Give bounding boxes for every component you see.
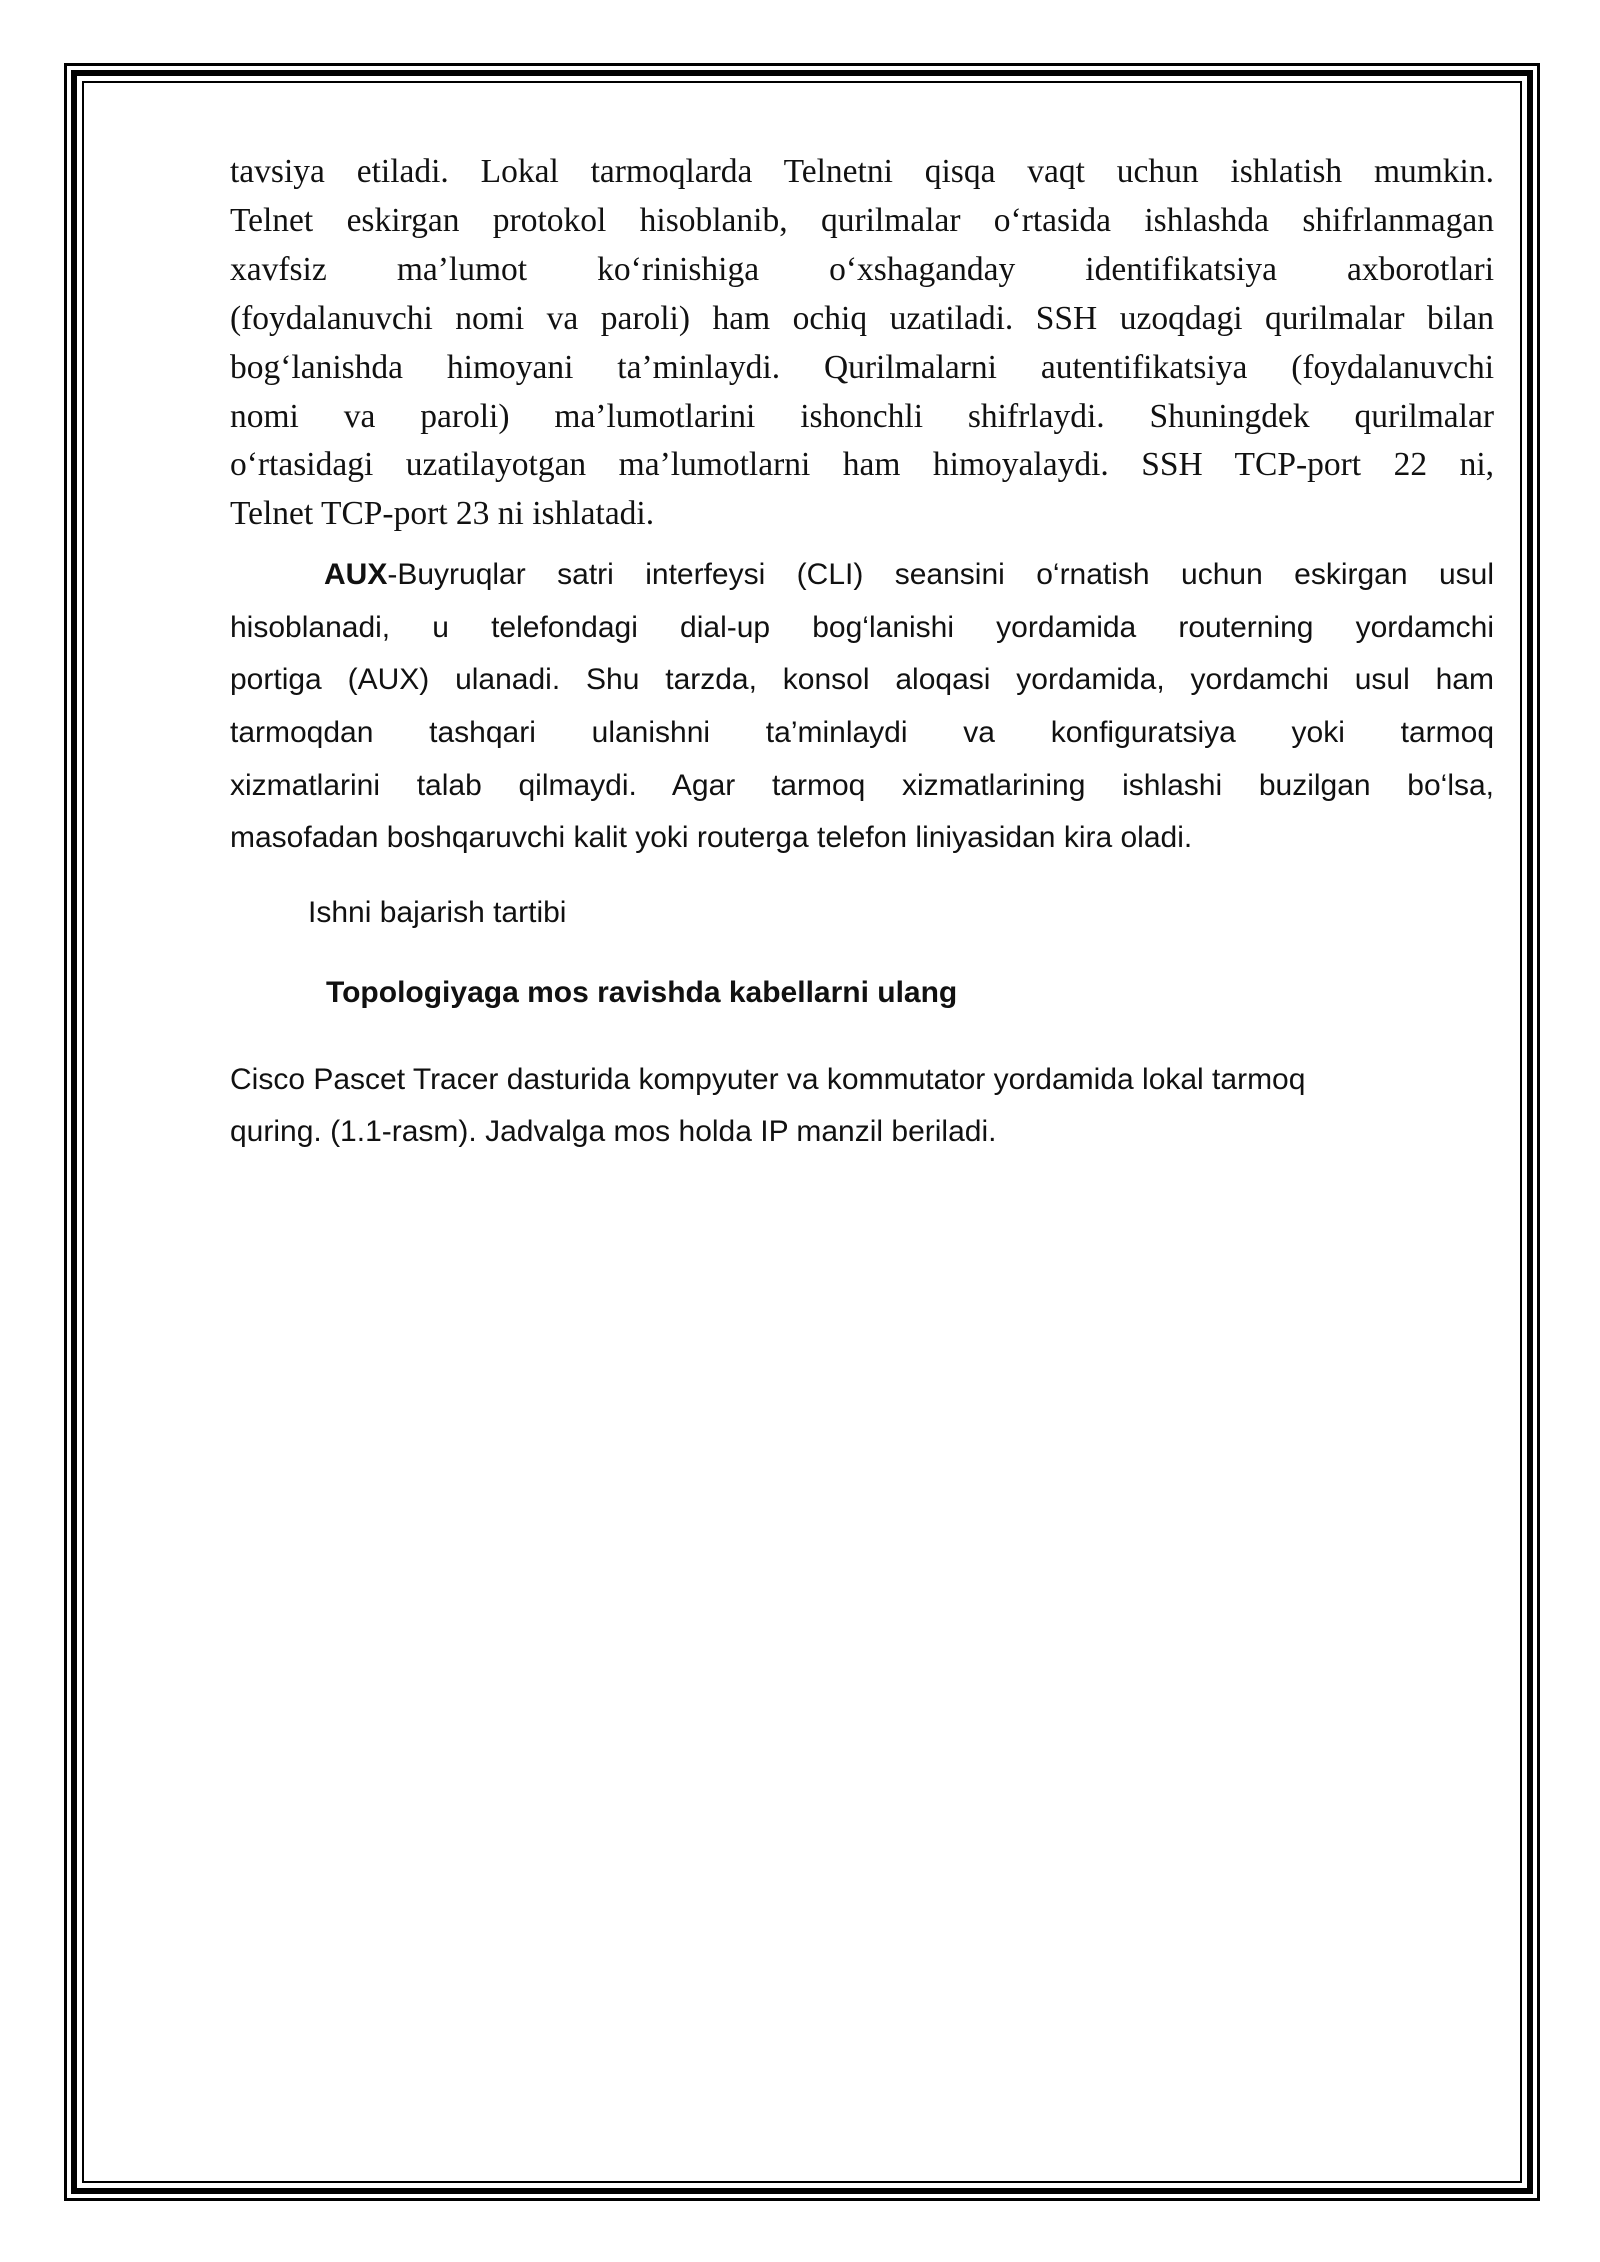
text-line: quring. (1.1-rasm). Jadvalga mos holda IP manzil beriladi. (230, 1115, 997, 1148)
text-line: xizmatlarini talab qilmaydi. Agar tarmoq xizmatlarining ishlashi buzilgan bo‘lsa, (230, 768, 1494, 802)
text-line: masofadan boshqaruvchi kalit yoki routerga telefon liniyasidan kira oladi. (230, 821, 1193, 855)
text-line: tavsiya etiladi. Lokal tarmoqlarda Telnetni qisqa vaqt uchun ishlatish mumkin. (230, 153, 1494, 190)
text-line: nomi va paroli) ma’lumotlarini ishonchli shifrlaydi. Shuningdek qurilmalar (230, 397, 1494, 435)
paragraph-packet-tracer (230, 1054, 1494, 1158)
document-body (230, 148, 1494, 1148)
aux-description: -Buyruqlar satri interfeysi (CLI) seansini o‘rnatish uchun eskirgan usul (387, 558, 1494, 592)
text-line: bog‘lanishda himoyani ta’minlaydi. Qurilmalarni autentifikatsiya (foydalanuvchi (230, 348, 1494, 386)
text-line: Telnet eskirgan protokol hisoblanib, qurilmalar o‘rtasida ishlashda shifrlanmagan (230, 201, 1494, 239)
text-line: hisoblanadi, u telefondagi dial-up bog‘lanishi yordamida routerning yordamchi (230, 610, 1494, 644)
text-line: portiga (AUX) ulanadi. Shu tarzda, konsol aloqasi yordamida, yordamchi usul ham (230, 663, 1494, 697)
paragraph-aux (230, 549, 1494, 865)
text-line: tarmoqdan tashqari ulanishni ta’minlaydi va konfiguratsiya yoki tarmoq (230, 716, 1494, 750)
topology-heading: Topologiyaga mos ravishda kabellarni ulang (326, 976, 958, 1009)
text-line: o‘rtasidagi uzatilayotgan ma’lumotlarni ham himoyalaydi. SSH TCP-port 22 ni, (230, 446, 1494, 484)
text-line: (foydalanuvchi nomi va paroli) ham ochiq uzatiladi. SSH uzoqdagi qurilmalar bilan (230, 299, 1494, 337)
paragraph-telnet-ssh (230, 148, 1494, 539)
procedure-heading: Ishni bajarish tartibi (308, 896, 567, 929)
text-line: Cisco Pascet Tracer dasturida kompyuter va kommutator yordamida lokal tarmoq (230, 1063, 1306, 1096)
text-line: Telnet TCP-port 23 ni ishlatadi. (230, 495, 655, 533)
text-line: xavfsiz ma’lumot ko‘rinishiga o‘xshaganday identifikatsiya axborotlari (230, 250, 1494, 288)
text-line (230, 549, 1494, 602)
aux-term: AUX (324, 558, 388, 592)
